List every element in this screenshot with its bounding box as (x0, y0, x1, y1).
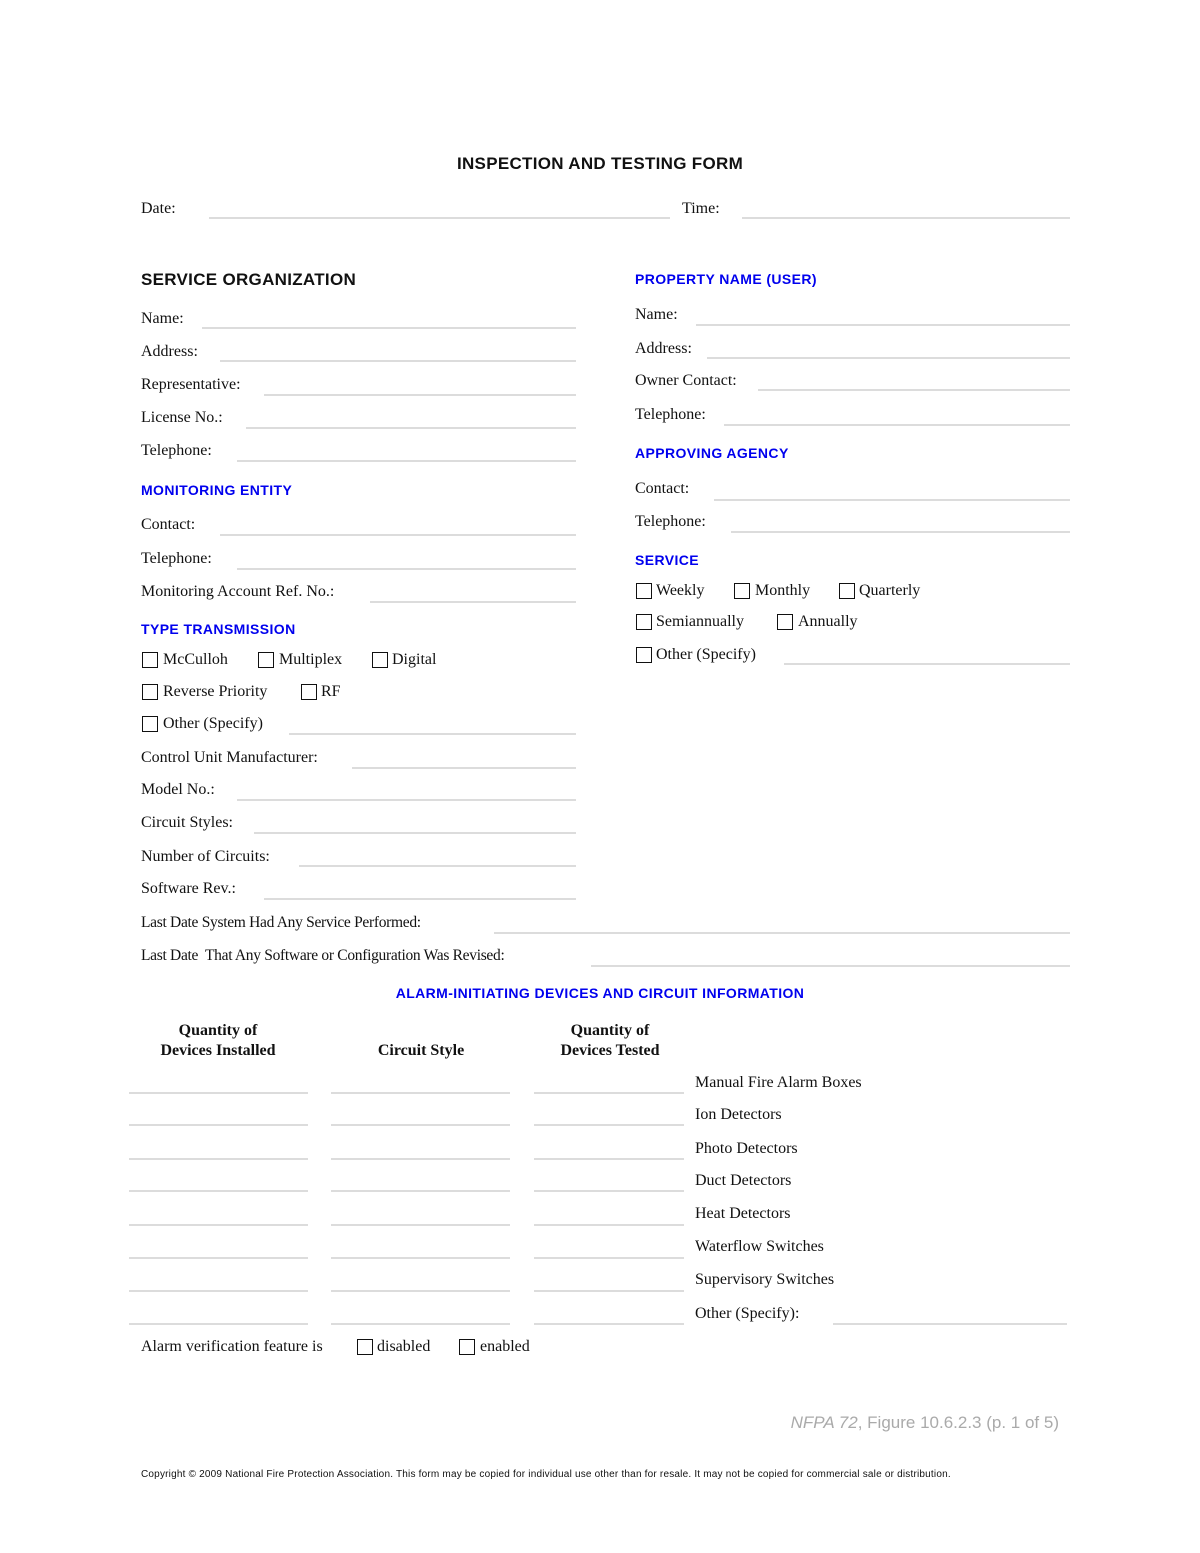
column-header-tested-line2: Devices Tested (560, 1042, 660, 1059)
device-row-label: Waterflow Switches (695, 1238, 824, 1255)
copyright-notice: Copyright © 2009 National Fire Protection Association. This form may be copied for individual use other than for resale. It may not be copied for commercial sale or distribution. (141, 1469, 951, 1480)
transmission-other-field[interactable] (289, 733, 576, 735)
monitoring-contact-label: Contact: (141, 516, 196, 533)
model-no-label: Model No.: (141, 781, 215, 798)
property-name-field[interactable] (696, 324, 1070, 326)
figure-reference-detail: , Figure 10.6.2.3 (p. 1 of 5) (857, 1413, 1059, 1432)
alarm-verification-label: Alarm verification feature is (141, 1338, 323, 1355)
form-title: INSPECTION AND TESTING FORM (456, 154, 744, 173)
service-organization-heading: SERVICE ORGANIZATION (141, 270, 357, 289)
alarm-devices-heading: ALARM-INITIATING DEVICES AND CIRCUIT INFORMATION (395, 985, 805, 1001)
row-1-installed-field[interactable] (129, 1124, 308, 1126)
circuit-styles-label: Circuit Styles: (141, 814, 233, 831)
service-other-field[interactable] (784, 663, 1070, 665)
row-6-circuit-style-field[interactable] (331, 1290, 510, 1292)
time-label: Time: (682, 200, 720, 217)
column-header-circuit-style: Circuit Style (377, 1042, 465, 1059)
last-revision-label: Last Date That Any Software or Configuration Was Revised: (141, 947, 505, 964)
alarm-verification-enabled-checkbox[interactable] (459, 1339, 475, 1355)
software-rev-label: Software Rev.: (141, 880, 236, 897)
agency-contact-field[interactable] (714, 499, 1070, 501)
service-monthly-checkbox[interactable] (734, 583, 750, 599)
control-unit-manufacturer-label: Control Unit Manufacturer: (141, 749, 318, 766)
circuit-styles-field[interactable] (254, 832, 576, 834)
row-2-circuit-style-field[interactable] (331, 1158, 510, 1160)
service-quarterly-checkbox[interactable] (839, 583, 855, 599)
service-other-label: Other (Specify) (656, 646, 756, 663)
monitoring-telephone-field[interactable] (237, 568, 576, 570)
row-5-circuit-style-field[interactable] (331, 1257, 510, 1259)
row-4-circuit-style-field[interactable] (331, 1224, 510, 1226)
last-service-label: Last Date System Had Any Service Performed: (141, 914, 421, 931)
row-2-installed-field[interactable] (129, 1158, 308, 1160)
column-header-tested-line1: Quantity of (570, 1022, 650, 1039)
device-row-label: Heat Detectors (695, 1205, 791, 1222)
service-org-name-label: Name: (141, 310, 184, 327)
row-5-tested-field[interactable] (534, 1257, 684, 1259)
service-org-representative-label: Representative: (141, 376, 241, 393)
service-org-license-field[interactable] (246, 427, 576, 429)
monitoring-contact-field[interactable] (220, 534, 576, 536)
property-telephone-field[interactable] (724, 424, 1070, 426)
row-7-installed-field[interactable] (129, 1323, 308, 1325)
row-7-circuit-style-field[interactable] (331, 1323, 510, 1325)
service-org-telephone-field[interactable] (237, 460, 576, 462)
approving-agency-heading: APPROVING AGENCY (635, 445, 789, 461)
row-3-circuit-style-field[interactable] (331, 1190, 510, 1192)
service-quarterly-label: Quarterly (859, 582, 921, 599)
column-header-installed-line2: Devices Installed (160, 1042, 276, 1059)
service-annually-checkbox[interactable] (777, 614, 793, 630)
transmission-mcculloh-checkbox[interactable] (142, 652, 158, 668)
transmission-other-label: Other (Specify) (163, 715, 263, 732)
transmission-multiplex-checkbox[interactable] (258, 652, 274, 668)
date-label: Date: (141, 200, 176, 217)
agency-contact-label: Contact: (635, 480, 690, 497)
transmission-multiplex-label: Multiplex (279, 651, 343, 668)
row-6-tested-field[interactable] (534, 1290, 684, 1292)
property-owner-contact-label: Owner Contact: (635, 372, 737, 389)
service-annually-label: Annually (798, 613, 858, 630)
row-5-installed-field[interactable] (129, 1257, 308, 1259)
device-row-label: Supervisory Switches (695, 1271, 835, 1288)
row-3-installed-field[interactable] (129, 1190, 308, 1192)
service-weekly-checkbox[interactable] (636, 583, 652, 599)
property-address-label: Address: (635, 340, 692, 357)
transmission-mcculloh-label: McCulloh (163, 651, 228, 668)
device-row-label: Other (Specify): (695, 1305, 800, 1322)
row-1-circuit-style-field[interactable] (331, 1124, 510, 1126)
monitoring-account-ref-label: Monitoring Account Ref. No.: (141, 583, 335, 600)
row-3-tested-field[interactable] (534, 1190, 684, 1192)
alarm-verification-disabled-checkbox[interactable] (357, 1339, 373, 1355)
type-transmission-heading: TYPE TRANSMISSION (141, 621, 296, 637)
agency-telephone-field[interactable] (731, 531, 1070, 533)
row-0-tested-field[interactable] (534, 1092, 684, 1094)
model-no-field[interactable] (237, 799, 576, 801)
service-other-checkbox[interactable] (636, 647, 652, 663)
transmission-reverse-priority-checkbox[interactable] (142, 684, 158, 700)
last-service-field[interactable] (494, 932, 1070, 934)
service-org-address-field[interactable] (220, 360, 576, 362)
column-header-installed (128, 1021, 308, 1061)
monitoring-entity-heading: MONITORING ENTITY (141, 482, 293, 498)
service-org-name-field[interactable] (202, 327, 576, 329)
transmission-digital-checkbox[interactable] (372, 652, 388, 668)
row-0-installed-field[interactable] (129, 1092, 308, 1094)
number-of-circuits-field[interactable] (299, 865, 576, 867)
row-0-circuit-style-field[interactable] (331, 1092, 510, 1094)
transmission-other-checkbox[interactable] (142, 716, 158, 732)
row-2-tested-field[interactable] (534, 1158, 684, 1160)
property-owner-contact-field[interactable] (758, 389, 1070, 391)
service-semiannually-label: Semiannually (656, 613, 744, 630)
last-revision-field[interactable] (591, 965, 1070, 967)
row-4-tested-field[interactable] (534, 1224, 684, 1226)
device-row-label: Manual Fire Alarm Boxes (695, 1074, 862, 1091)
time-field[interactable] (742, 217, 1070, 219)
column-header-tested (520, 1021, 700, 1061)
row-1-tested-field[interactable] (534, 1124, 684, 1126)
control-unit-manufacturer-field[interactable] (352, 767, 576, 769)
row-7-other-specify-field[interactable] (833, 1323, 1067, 1325)
device-row-label: Photo Detectors (695, 1140, 798, 1157)
row-6-installed-field[interactable] (129, 1290, 308, 1292)
alarm-verification-disabled-label: disabled (377, 1338, 431, 1355)
column-header-installed-line1: Quantity of (178, 1022, 258, 1039)
property-name-label: Name: (635, 306, 678, 323)
service-org-address-label: Address: (141, 343, 198, 360)
figure-reference (791, 1413, 1059, 1433)
software-rev-field[interactable] (264, 898, 576, 900)
transmission-rf-checkbox[interactable] (301, 684, 317, 700)
property-address-field[interactable] (707, 357, 1070, 359)
monitoring-telephone-label: Telephone: (141, 550, 212, 567)
monitoring-account-ref-field[interactable] (370, 601, 576, 603)
service-heading: SERVICE (635, 552, 700, 568)
service-semiannually-checkbox[interactable] (636, 614, 652, 630)
service-monthly-label: Monthly (755, 582, 811, 599)
figure-reference-standard: NFPA 72 (790, 1413, 858, 1432)
service-org-license-label: License No.: (141, 409, 223, 426)
row-4-installed-field[interactable] (129, 1224, 308, 1226)
transmission-rf-label: RF (321, 683, 341, 700)
device-row-label: Ion Detectors (695, 1106, 782, 1123)
device-row-label: Duct Detectors (695, 1172, 792, 1189)
service-weekly-label: Weekly (656, 582, 705, 599)
service-org-telephone-label: Telephone: (141, 442, 212, 459)
alarm-verification-enabled-label: enabled (480, 1338, 530, 1355)
agency-telephone-label: Telephone: (635, 513, 706, 530)
property-name-heading: PROPERTY NAME (USER) (635, 271, 817, 287)
service-org-representative-field[interactable] (264, 394, 576, 396)
number-of-circuits-label: Number of Circuits: (141, 848, 270, 865)
date-field[interactable] (209, 217, 670, 219)
transmission-reverse-priority-label: Reverse Priority (163, 683, 268, 700)
row-7-tested-field[interactable] (534, 1323, 684, 1325)
transmission-digital-label: Digital (392, 651, 437, 668)
property-telephone-label: Telephone: (635, 406, 706, 423)
